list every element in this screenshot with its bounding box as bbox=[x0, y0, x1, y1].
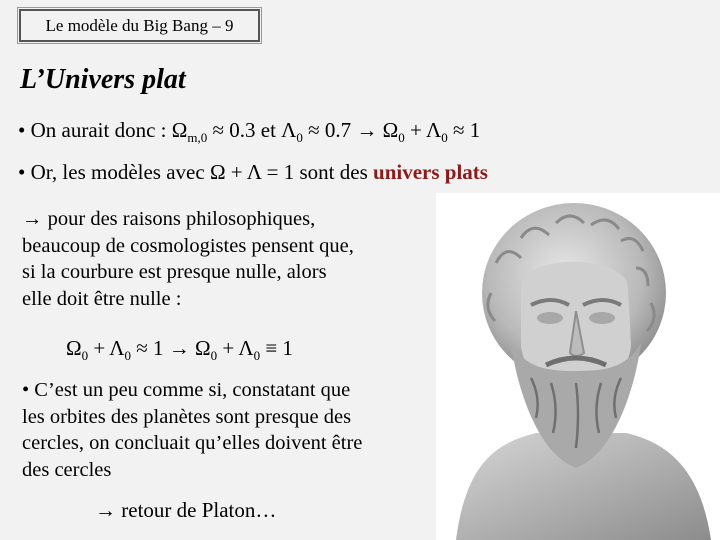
paragraph-line: elle doit être nulle : bbox=[22, 287, 182, 310]
equation-sub: 0 bbox=[210, 348, 218, 364]
slide-title: L’Univers plat bbox=[20, 64, 186, 95]
paragraph-line: cercles, on concluait qu’elles doivent être bbox=[22, 432, 363, 454]
bullet1-text: ≈ 0.7 → Ω bbox=[302, 118, 399, 142]
bullet1-text: + Λ bbox=[404, 118, 442, 142]
flat-universe-emphasis: univers plats bbox=[373, 160, 488, 184]
equation-sub: 0 bbox=[124, 348, 132, 364]
bullet1-text: ≈ 1 bbox=[447, 118, 481, 142]
bullet1-text: • On aurait donc : Ω bbox=[18, 118, 188, 142]
bullet1-sub: 0 bbox=[296, 130, 303, 146]
paragraph-line: des cercles bbox=[22, 458, 112, 481]
paragraph-line: • C’est un peu comme si, constatant que bbox=[22, 379, 351, 401]
equation-term: ≈ 1 → Ω bbox=[131, 336, 211, 360]
plato-bust-image bbox=[436, 193, 720, 540]
equation-sub: 0 bbox=[81, 348, 89, 364]
paragraph-line: → pour des raisons philosophiques, bbox=[22, 208, 316, 230]
equation-term: + Λ bbox=[88, 336, 125, 360]
equation-term: Ω bbox=[66, 336, 82, 360]
paragraph-line: si la courbure est presque nulle, alors bbox=[22, 261, 327, 283]
bullet1-text: ≈ 0.3 et Λ bbox=[207, 118, 297, 142]
bullet1-sub: 0 bbox=[398, 130, 405, 146]
plato-conclusion: → retour de Platon… bbox=[95, 498, 277, 522]
plato-bust-icon bbox=[436, 193, 720, 540]
equation-sub: 0 bbox=[253, 348, 261, 364]
slide-header-label: Le modèle du Big Bang – 9 bbox=[45, 15, 234, 35]
bullet-flat-universe bbox=[18, 160, 488, 185]
orbit-analogy-paragraph bbox=[22, 377, 432, 483]
paragraph-line: beaucoup de cosmologistes pensent que, bbox=[22, 234, 354, 257]
equation-term: + Λ bbox=[217, 336, 254, 360]
bullet1-sub: m,0 bbox=[187, 130, 208, 146]
equation-term: ≡ 1 bbox=[260, 336, 293, 360]
slide-header bbox=[19, 9, 260, 42]
bullet-omega-lambda bbox=[18, 118, 480, 146]
bullet2-text: • Or, les modèles avec Ω + Λ = 1 sont des bbox=[18, 160, 374, 184]
bullet1-sub: 0 bbox=[441, 130, 448, 146]
philosophy-paragraph bbox=[22, 206, 442, 312]
paragraph-line: les orbites des planètes sont presque des bbox=[22, 405, 352, 428]
flatness-equation bbox=[66, 336, 293, 364]
